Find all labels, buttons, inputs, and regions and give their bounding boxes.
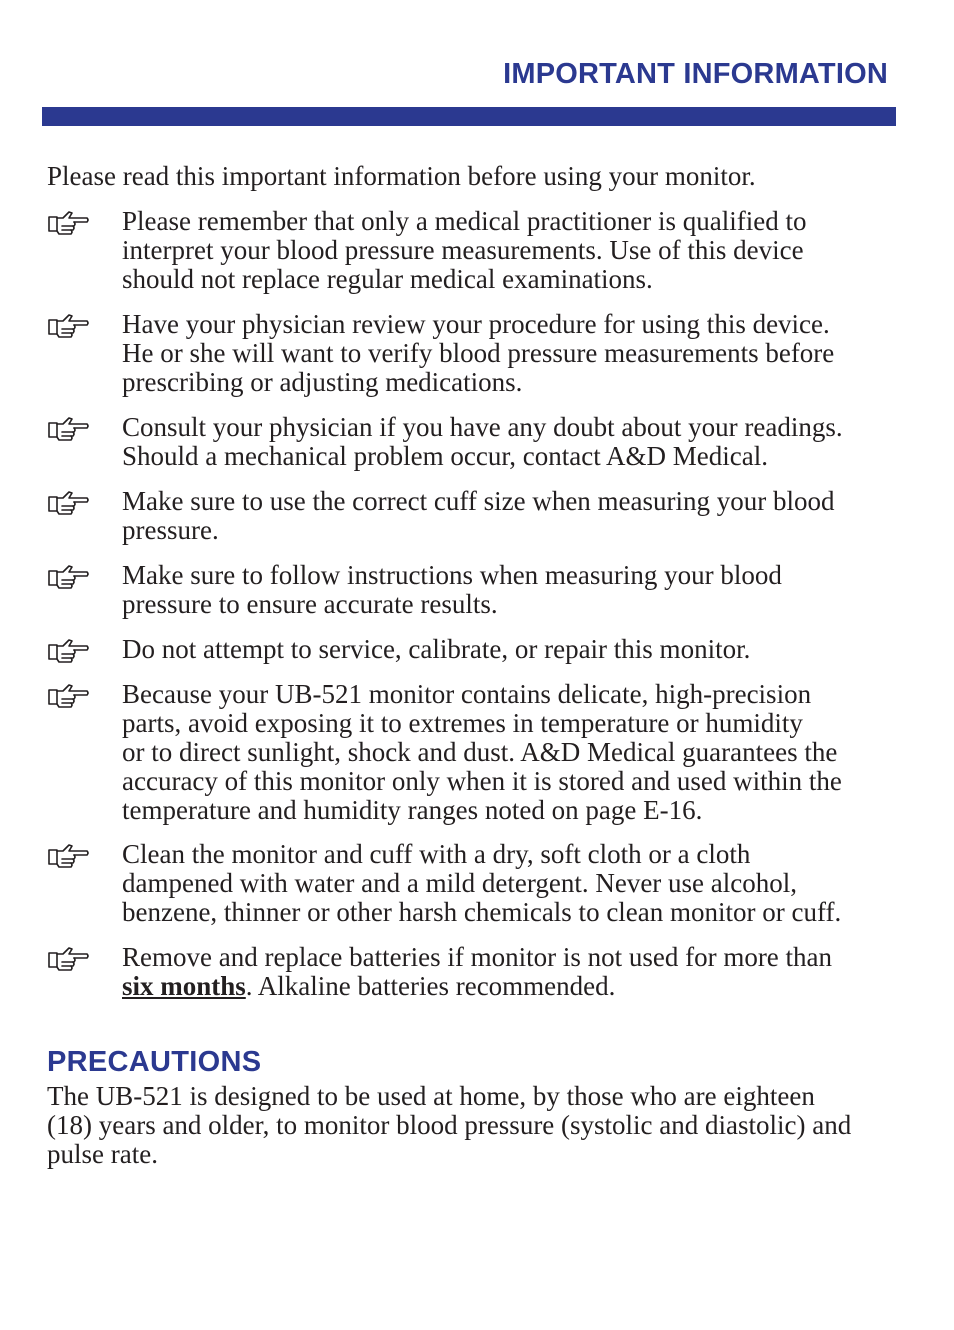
section-title: IMPORTANT INFORMATION [503,58,888,90]
precautions-heading: PRECAUTIONS [47,1046,262,1078]
pointing-hand-icon [47,489,91,515]
emphasized-duration: six months [122,971,246,1001]
list-item-text: Please remember that only a medical practitioner is qualified to interpret your blood pressure measurements. Use of this device should not replace regular medical examinations. [122,206,807,294]
list-item-text: Make sure to follow instructions when measuring your blood pressure to ensure accurate results. [122,560,782,619]
list-item-text [122,943,902,1001]
list-item-text: Consult your physician if you have any doubt about your readings. Should a mechanical problem occur, contact A&D Medical. [122,412,843,471]
pointing-hand-icon [47,312,91,338]
list-item-text: Have your physician review your procedure for using this device. He or she will want to verify blood pressure measurements before prescribing or adjusting medications. [122,309,835,397]
list-item-text: Make sure to use the correct cuff size when measuring your blood pressure. [122,486,835,545]
pointing-hand-icon [47,209,91,235]
pointing-hand-icon [47,415,91,441]
list-item-text: Because your UB-521 monitor contains delicate, high-precision parts, avoid exposing it to extremes in temperature or humidity or to direct sunlight, shock and dust. A&D Medical guarantees the accuracy of this monitor only when it is stored and used within the temperature and humidity ranges noted on page E-16. [122,679,842,825]
list-item-text-tail: . Alkaline batteries recommended. [245,971,616,1001]
list-item-text-lead: Remove and replace batteries if monitor is not used for more than [122,942,833,972]
precautions-text: The UB-521 is designed to be used at home, by those who are eighteen (18) years and older, to monitor blood pressure (systolic and diastolic) and pulse rate. [47,1081,852,1169]
list-item-text: Clean the monitor and cuff with a dry, soft cloth or a cloth dampened with water and a mild detergent. Never use alcohol, benzene, thinner or other harsh chemicals to clean monitor or cuff. [122,839,842,927]
pointing-hand-icon [47,563,91,589]
pointing-hand-icon [47,945,91,971]
list-item-text: Do not attempt to service, calibrate, or repair this monitor. [122,634,751,664]
pointing-hand-icon [47,842,91,868]
pointing-hand-icon [47,682,91,708]
intro-text: Please read this important information before using your monitor. [47,161,756,191]
pointing-hand-icon [47,637,91,663]
